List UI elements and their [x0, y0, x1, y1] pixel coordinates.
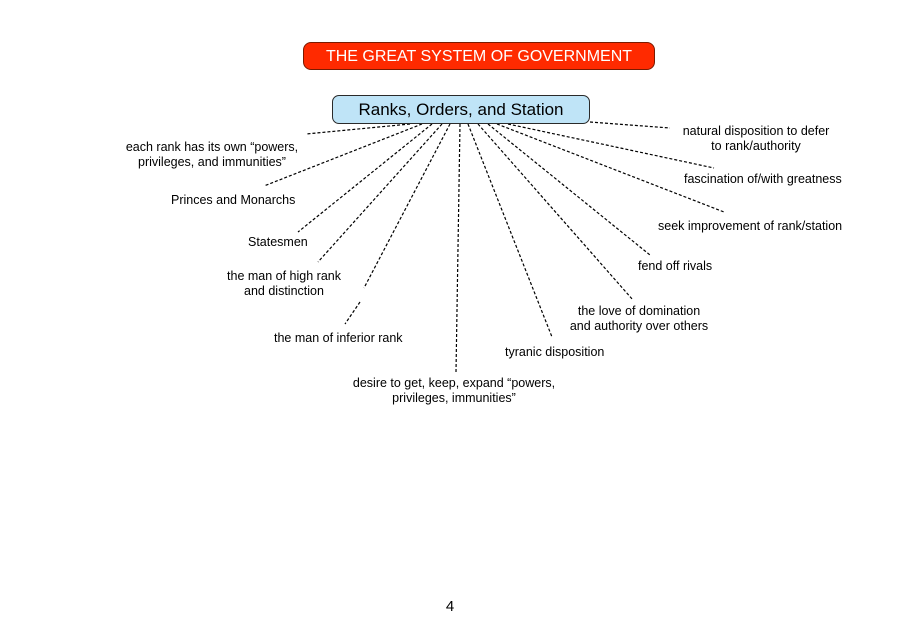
branch-desire: [338, 376, 570, 406]
connector-desire: [456, 124, 460, 372]
branch-line: the man of high rank: [227, 269, 341, 283]
branch-line: the love of domination: [577, 304, 701, 318]
hub-node: Ranks, Orders, and Station: [332, 95, 590, 124]
branch-defer: [670, 124, 842, 154]
page-number: 4: [445, 598, 455, 615]
connector-tyranic: [468, 124, 552, 337]
branch-princes: [171, 193, 295, 208]
branch-high-rank: [212, 269, 356, 299]
connector-high-rank: [318, 124, 442, 262]
branch-line: Princes and Monarchs: [171, 193, 296, 207]
connector-domination: [478, 124, 633, 300]
branch-line: and authority over others: [569, 319, 709, 333]
branch-line: each rank has its own “powers,: [125, 140, 299, 154]
connector-defer: [590, 122, 670, 128]
branch-inferior-rank: [274, 331, 403, 346]
branch-tyranic: [505, 345, 604, 360]
connector-statesmen: [298, 124, 432, 232]
branch-line: Statesmen: [248, 235, 308, 249]
branch-statesmen: [248, 235, 308, 250]
branch-greatness: [684, 172, 842, 187]
branch-rivals: [638, 259, 712, 274]
branch-line: fend off rivals: [638, 259, 713, 273]
branch-line: fascination of/with greatness: [684, 172, 842, 186]
connector-rivals: [488, 124, 650, 255]
branch-improvement: [658, 219, 842, 234]
branch-line: privileges, immunities”: [392, 391, 516, 405]
connector-inferior-rank-lower: [345, 302, 360, 324]
branch-line: the man of inferior rank: [274, 331, 403, 345]
branch-line: seek improvement of rank/station: [658, 219, 843, 233]
branch-domination: [561, 304, 717, 334]
diagram-title: THE GREAT SYSTEM OF GOVERNMENT: [303, 42, 655, 70]
branch-line: tyranic disposition: [505, 345, 605, 359]
branch-line: privileges, and immunities”: [138, 155, 286, 169]
branch-line: to rank/authority: [711, 139, 801, 153]
branch-line: natural disposition to defer: [682, 124, 830, 138]
connector-inferior-rank-upper: [364, 124, 450, 288]
branch-line: and distinction: [244, 284, 324, 298]
branch-line: desire to get, keep, expand “powers,: [352, 376, 556, 390]
branch-powers: [112, 140, 312, 170]
connector-powers: [306, 124, 410, 134]
